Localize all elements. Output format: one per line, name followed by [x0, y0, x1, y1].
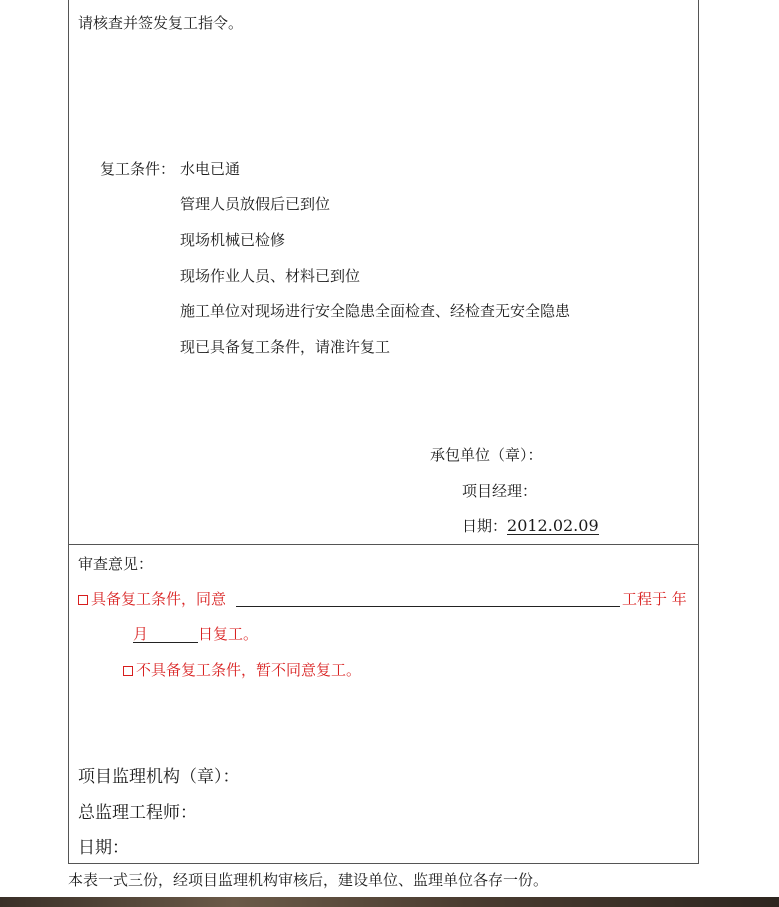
disagree-option[interactable]: [123, 661, 361, 679]
agree-option-suffix: 工程于 年: [622, 590, 687, 608]
condition-item: 现场机械已检修: [180, 231, 286, 249]
agree-option-line2: [133, 625, 258, 643]
section-divider: [68, 544, 699, 545]
condition-item: 水电已通: [180, 160, 241, 178]
date-value: 2012.02.09: [507, 516, 599, 535]
contractor-seal-label: 承包单位（章）：: [430, 446, 543, 464]
project-manager-label: 项目经理：: [462, 482, 538, 500]
conditions-label: 复工条件：: [100, 160, 176, 178]
project-name-blank[interactable]: [236, 606, 620, 607]
agree-option-line2-suffix: 日复工。: [198, 625, 259, 643]
condition-item: 现场作业人员、材料已到位: [180, 267, 361, 285]
review-opinion-label: 审查意见：: [78, 555, 154, 573]
condition-item: 现已具备复工条件，请准许复工: [180, 338, 391, 356]
form-frame: [68, 0, 699, 864]
agree-checkbox[interactable]: [78, 595, 88, 605]
condition-item: 施工单位对现场进行安全隐患全面检查、经检查无安全隐患: [180, 302, 571, 320]
bottom-edge-bar: [0, 897, 779, 907]
month-blank[interactable]: 月: [133, 626, 198, 643]
chief-engineer-label: 总监理工程师：: [78, 803, 197, 823]
footer-note: 本表一式三份，经项目监理机构审核后，建设单位、监理单位各存一份。: [68, 871, 549, 889]
agree-option-prefix: 具备复工条件，同意: [91, 590, 227, 608]
condition-item: 管理人员放假后已到位: [180, 195, 331, 213]
review-date-label: 日期：: [78, 838, 129, 858]
date-label: 日期：: [462, 517, 508, 535]
request-text: 请核查并签发复工指令。: [78, 14, 244, 32]
supervisor-org-label: 项目监理机构（章）：: [78, 767, 240, 787]
agree-option[interactable]: [78, 590, 226, 608]
disagree-option-text: 不具备复工条件，暂不同意复工。: [136, 661, 362, 679]
disagree-checkbox[interactable]: [123, 666, 133, 676]
date-row: [462, 517, 599, 535]
